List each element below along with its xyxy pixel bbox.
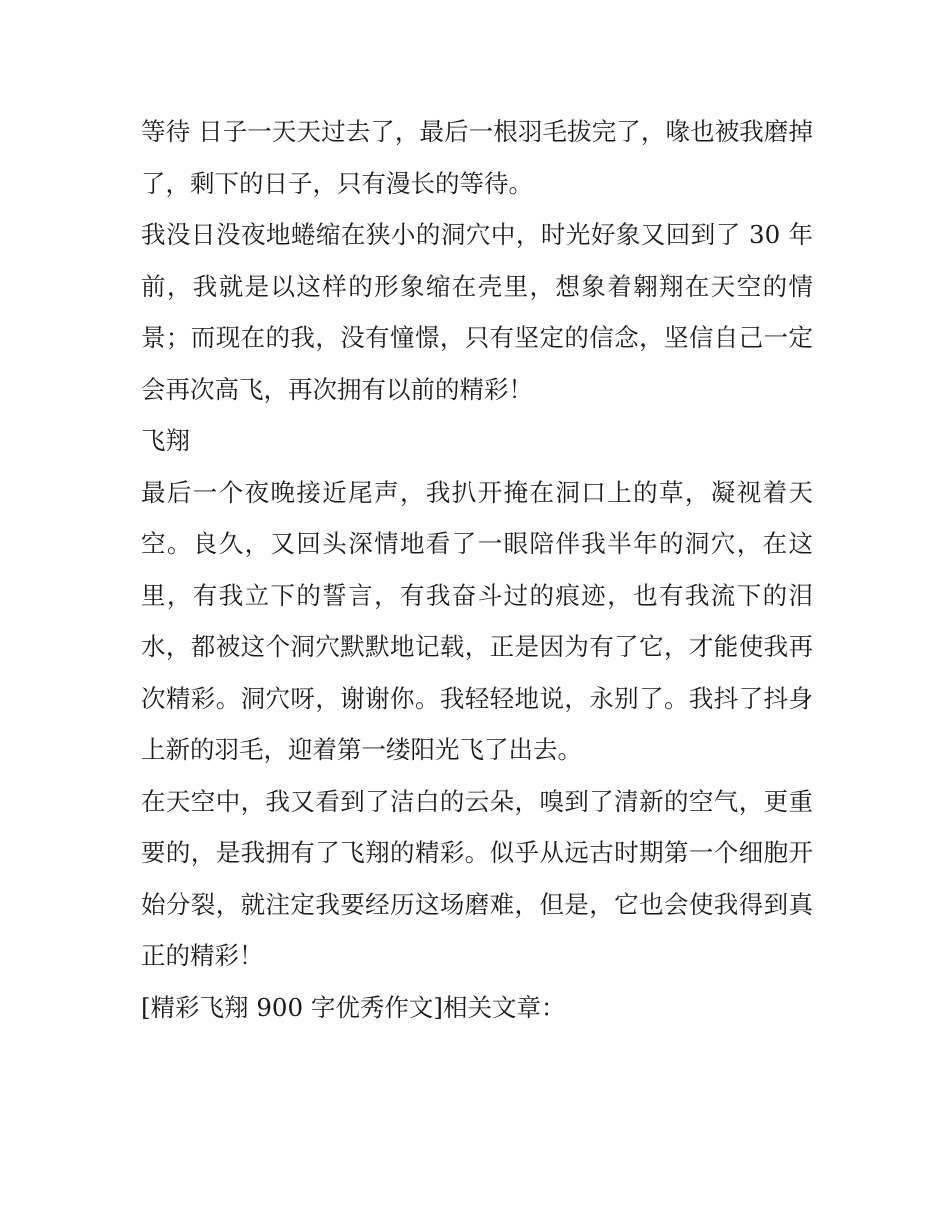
paragraph-sky: 在天空中，我又看到了洁白的云朵，嗅到了清新的空气，更重要的，是我拥有了飞翔的精彩。似乎从远古时期第一个细胞开始分裂，就注定我要经历这场磨难，但是，它也会使我得到真正的精彩！	[141, 786, 813, 970]
paragraph-waiting: 等待 日子一天天过去了，最后一根羽毛拔完了，喙也被我磨掉了，剩下的日子，只有漫长的等待。	[141, 117, 813, 198]
document-body	[141, 106, 813, 1033]
related-articles-label: [精彩飞翔 900 字优秀作文]相关文章：	[141, 992, 566, 1022]
section-heading-flying: 飞翔	[141, 426, 190, 455]
paragraph-last-night: 最后一个夜晚接近尾声，我扒开掩在洞口上的草，凝视着天空。良久，又回头深情地看了一眼陪伴我半年的洞穴，在这里，有我立下的誓言，有我奋斗过的痕迹，也有我流下的泪水，都被这个洞穴默默地记载，正是因为有了它，才能使我再次精彩。洞穴呀，谢谢你。我轻轻地说，永别了。我抖了抖身上新的羽毛，迎着第一缕阳光飞了出去。	[141, 477, 813, 764]
paragraph-cave: 我没日没夜地蜷缩在狭小的洞穴中，时光好象又回到了 30 年前，我就是以这样的形象缩在壳里，想象着翱翔在天空的情景；而现在的我，没有憧憬，只有坚定的信念，坚信自己一定会再次高飞，再次拥有以前的精彩！	[141, 220, 813, 404]
